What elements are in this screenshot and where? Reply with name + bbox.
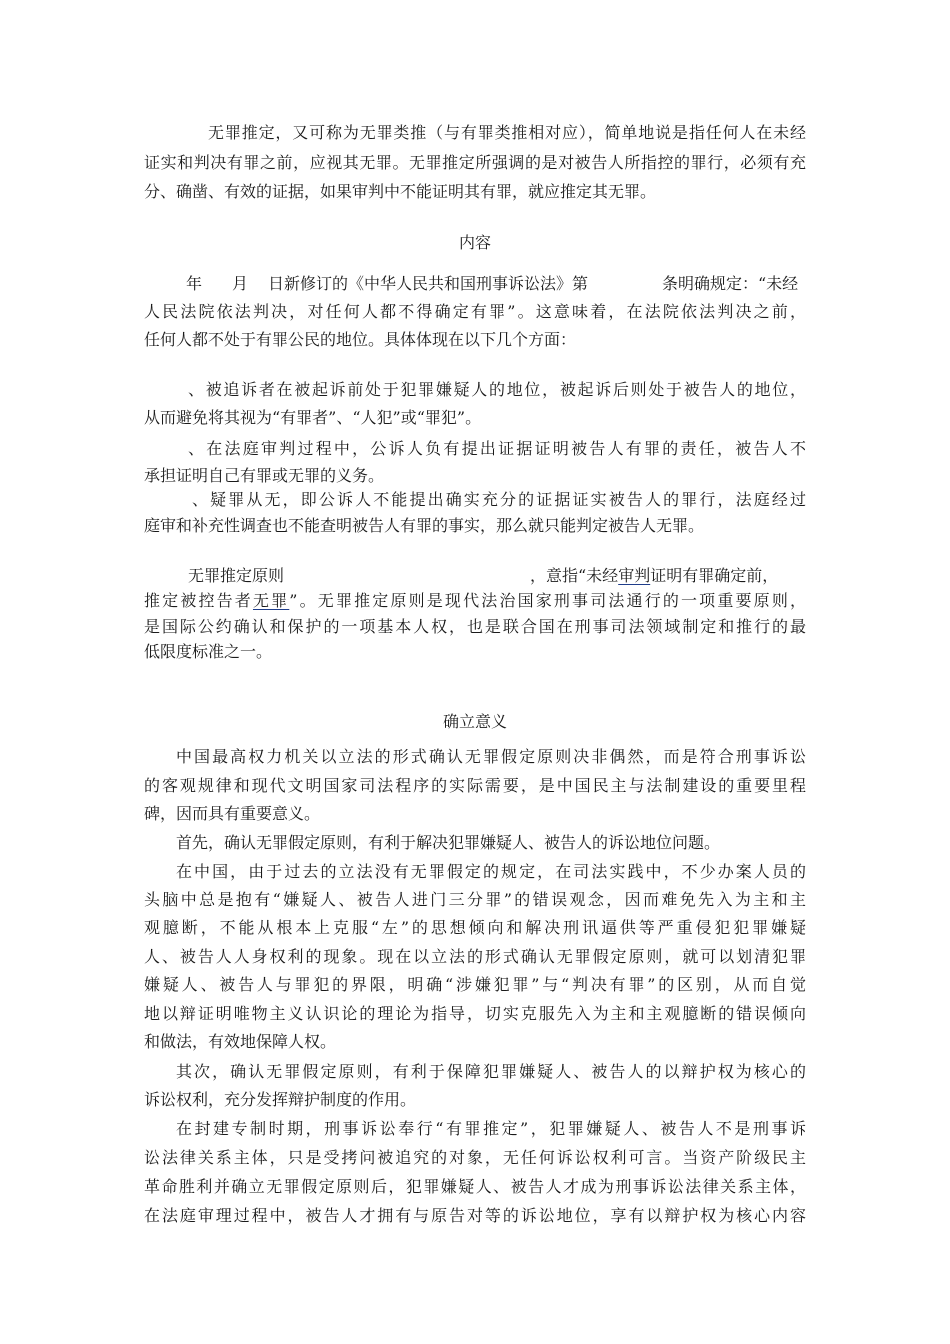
significance-p3-line-1: 在中国，由于过去的立法没有无罪假定的规定，在司法实践中，不少办案人员的: [176, 862, 806, 881]
significance-p4-line-2: 诉讼权利，充分发挥辩护制度的作用。: [144, 1090, 417, 1109]
content-heading: 内容: [458, 233, 491, 252]
month-label: 月: [232, 274, 249, 293]
trial-link[interactable]: 审判: [618, 566, 651, 585]
article-text: 条明确规定：“未经: [662, 274, 799, 293]
principle-definition: ，意指“未经审判证明有罪确定前，: [530, 566, 779, 585]
content-line-2: 人民法院依法判决，对任何人都不得确定有罪”。这意味着，在法院依法判决之前，: [144, 302, 806, 321]
significance-p5-line-4: 在法庭审理过程中，被告人才拥有与原告对等的诉讼地位，享有以辩护权为核心内容: [144, 1206, 806, 1225]
list-item-1-line-2: 从而避免将其视为“有罪者”、“人犯”或“罪犯”。: [144, 408, 482, 427]
significance-p1-line-1: 中国最高权力机关以立法的形式确认无罪假定原则决非偶然，而是符合刑事诉讼: [176, 747, 806, 766]
intro-line-1: 无罪推定，又可称为无罪类推（与有罪类推相对应），简单地说是指任何人在未经: [208, 123, 806, 142]
statute-text: 日新修订的《中华人民共和国刑事诉讼法》第: [268, 274, 589, 293]
list-item-2-line-1: 、在法庭审判过程中，公诉人负有提出证据证明被告人有罪的责任，被告人不: [188, 439, 806, 458]
significance-p3-line-6: 地以辩证明唯物主义认识论的理论为指导，切实克服先入为主和主观臆断的错误倾向: [144, 1004, 806, 1023]
intro-line-2: 证实和判决有罪之前，应视其无罪。无罪推定所强调的是对被告人所指控的罪行，必须有充: [144, 153, 806, 172]
significance-p3-line-3: 观臆断，不能从根本上克服“左”的思想倾向和解决刑讯逼供等严重侵犯犯罪嫌疑: [144, 918, 806, 937]
significance-p1-line-2: 的客观规律和现代文明国家司法程序的实际需要，是中国民主与法制建设的重要里程: [144, 776, 806, 795]
list-item-3-line-1: 、疑罪从无，即公诉人不能提出确实充分的证据证实被告人的罪行，法庭经过: [192, 490, 806, 509]
principle-label: 无罪推定原则: [188, 566, 285, 585]
list-item-2-line-2: 承担证明自己有罪或无罪的义务。: [144, 466, 385, 485]
year-label: 年: [186, 274, 203, 293]
significance-heading: 确立意义: [442, 712, 507, 731]
intro-line-3: 分、确凿、有效的证据，如果审判中不能证明其有罪，就应推定其无罪。: [144, 182, 657, 201]
significance-p5-line-1: 在封建专制时期，刑事诉讼奉行“有罪推定”，犯罪嫌疑人、被告人不是刑事诉: [176, 1119, 806, 1138]
content-line-3: 任何人都不处于有罪公民的地位。具体体现在以下几个方面：: [144, 330, 577, 349]
significance-p3-line-5: 嫌疑人、被告人与罪犯的界限，明确“涉嫌犯罪”与“判决有罪”的区别，从而自觉: [144, 975, 806, 994]
principle-line-2: 推定被控告者无罪”。无罪推定原则是现代法治国家刑事司法通行的一项重要原则，: [144, 591, 806, 610]
significance-p3-line-4: 人、被告人人身权利的现象。现在以立法的形式确认无罪假定原则，就可以划清犯罪: [144, 947, 806, 966]
significance-p3-line-7: 和做法，有效地保障人权。: [144, 1032, 337, 1051]
significance-p3-line-2: 头脑中总是抱有“嫌疑人、被告人进门三分罪”的错误观念，因而难免先入为主和主: [144, 890, 806, 909]
significance-p4-line-1: 其次，确认无罪假定原则，有利于保障犯罪嫌疑人、被告人的以辩护权为核心的: [176, 1062, 806, 1081]
innocent-link[interactable]: 无罪: [252, 591, 290, 610]
significance-p2-line-1: 首先，确认无罪假定原则，有利于解决犯罪嫌疑人、被告人的诉讼地位问题。: [176, 833, 721, 852]
significance-p5-line-3: 革命胜利并确立无罪假定原则后，犯罪嫌疑人、被告人才成为刑事诉讼法律关系主体，: [144, 1177, 806, 1196]
list-item-3-line-2: 庭审和补充性调查也不能查明被告人有罪的事实，那么就只能判定被告人无罪。: [144, 516, 705, 535]
significance-p1-line-3: 碑，因而具有重要意义。: [144, 804, 321, 823]
list-item-1-line-1: 、被追诉者在被起诉前处于犯罪嫌疑人的地位，被起诉后则处于被告人的地位，: [188, 380, 806, 399]
principle-line-4: 低限度标准之一。: [144, 642, 273, 661]
significance-p5-line-2: 讼法律关系主体，只是受拷问被追究的对象，无任何诉讼权利可言。当资产阶级民主: [144, 1148, 806, 1167]
principle-line-3: 是国际公约确认和保护的一项基本人权，也是联合国在刑事司法领域制定和推行的最: [144, 617, 806, 636]
